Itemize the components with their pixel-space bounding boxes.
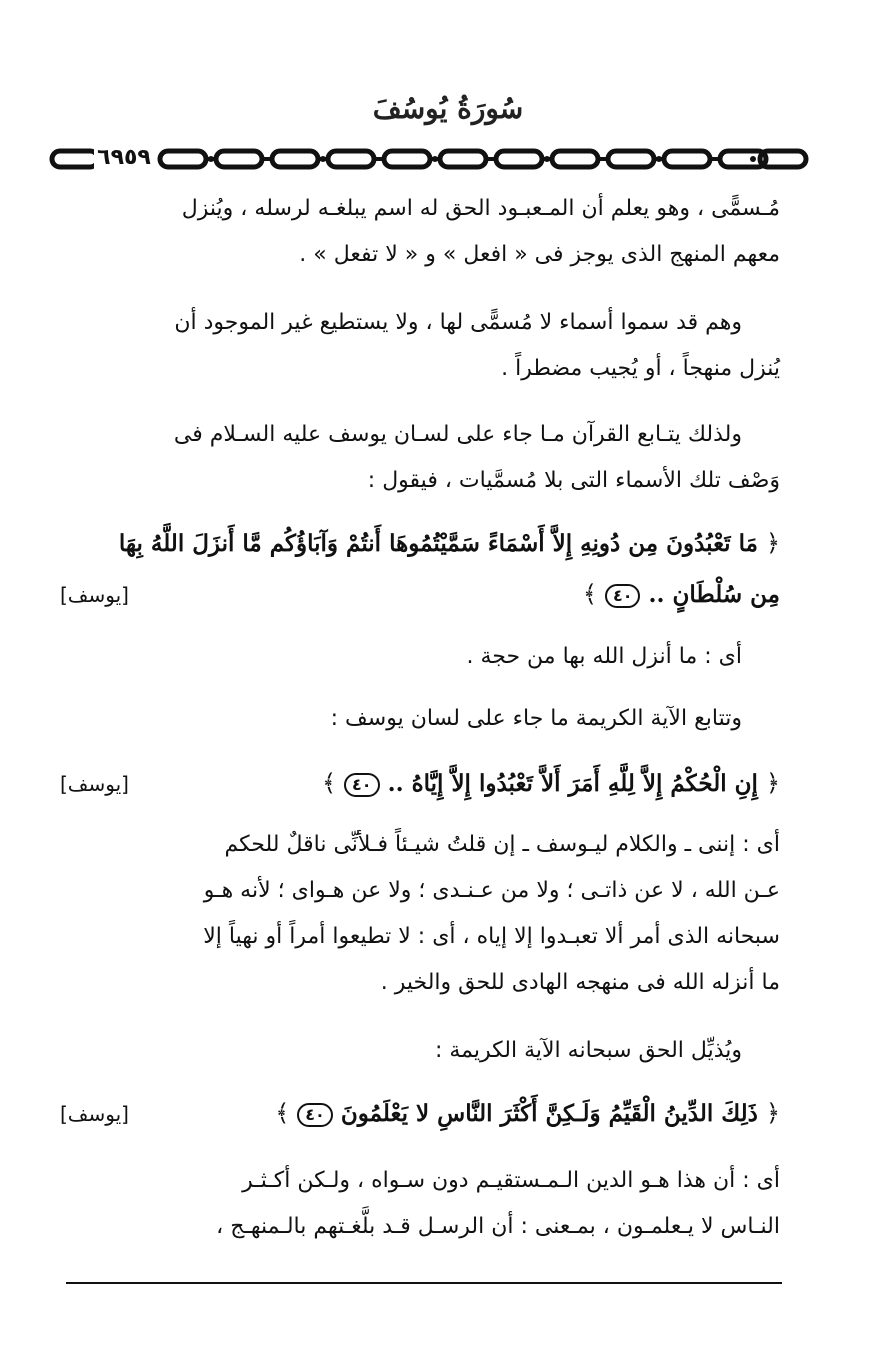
quran-verse-3 [60, 1088, 780, 1139]
paragraph-5 [60, 696, 780, 742]
verse-reference: [يوسف] [60, 582, 129, 607]
ornate-bracket-open-icon: ﴿ [765, 769, 780, 797]
quran-verse-1 [60, 518, 780, 620]
ayah-number: ٤٠ [297, 1103, 333, 1127]
text-line: مُـسمًّى ، وهو يعلم أن المـعبـود الحق له اسم يبلغـه لرسله ، ويُنزل [181, 196, 780, 221]
text-line: ويُذيِّل الحق سبحانه الآية الكريمة : [434, 1038, 742, 1063]
footer-divider [66, 1282, 782, 1284]
paragraph-3 [60, 412, 780, 504]
ayah-number: ٤٠ [605, 584, 641, 608]
paragraph-2 [60, 300, 780, 392]
verse-text: إِنِ الْحُكْمُ إِلاَّ لِلَّهِ أَمَرَ أَلاَّ تَعْبُدُوا إِلاَّ إِيَّاهُ .. [387, 770, 758, 797]
verse-text: مَا تَعْبُدُونَ مِن دُونِهِ إِلاَّ أَسْمَاءً سَمَّيْتُمُوهَا أَنتُمْ وَآبَاؤُكُم مَّا أَنزَلَ اللَّهُ بِهَا [118, 530, 758, 557]
text-line: النـاس لا يـعلمـون ، بمـعنى : أن الرسـل قـد بلَّغـتهم بالـمنهـج ، [216, 1214, 780, 1239]
verse-text: مِن سُلْطَانٍ .. [648, 581, 780, 608]
ayah-number: ٤٠ [344, 773, 380, 797]
chain-ornament-icon [48, 142, 810, 176]
page-number: ٦٩٥٩ [94, 141, 154, 175]
text-line: يُنزل منهجاً ، أو يُجيب مضطراً . [501, 356, 780, 381]
quran-verse-2 [60, 758, 780, 809]
text-line: أى : ما أنزل الله بها من حجة . [466, 644, 742, 669]
paragraph-8 [60, 1158, 780, 1250]
surah-title: سُورَةُ يُوسُفَ [372, 92, 524, 125]
paragraph-6 [60, 822, 780, 1006]
verse-text: ذَلِكَ الدِّينُ الْقَيِّمُ وَلَـكِنَّ أَكْثَرَ النَّاسِ لا يَعْلَمُونَ [340, 1100, 758, 1127]
paragraph-7 [60, 1028, 780, 1074]
text-line: معهم المنهج الذى يوجز فى « افعل » و « لا تفعل » . [299, 242, 780, 267]
text-line: عـن الله ، لا عن ذاتـى ؛ ولا من عـنـدى ؛ ولا عن هـواى ؛ لأنه هـو [203, 878, 780, 903]
ornate-bracket-close-icon: ﴾ [321, 769, 336, 797]
text-line: وَصْف تلك الأسماء التى بلا مُسمَّيات ، فيقول : [367, 468, 780, 493]
decorative-header-border [48, 142, 810, 176]
ornate-bracket-open-icon: ﴿ [765, 1099, 780, 1127]
text-line: ولذلك يتـابع القرآن مـا جاء على لسـان يوسف عليه السـلام فى [173, 422, 742, 447]
text-line: سبحانه الذى أمر ألا تعبـدوا إلا إياه ، أى : لا تطيعوا أمراً أو نهياً إلا [203, 924, 780, 949]
text-line: وتتابع الآية الكريمة ما جاء على لسان يوسف : [330, 706, 742, 731]
text-line: وهم قد سموا أسماء لا مُسمًّى لها ، ولا يستطيع غير الموجود أن [174, 310, 742, 335]
verse-reference: [يوسف] [60, 771, 129, 796]
paragraph-4 [60, 634, 780, 680]
text-line: أى : أن هذا هـو الدين الـمـستقيـم دون سـواه ، ولـكن أكـثـر [242, 1168, 780, 1193]
ornate-bracket-open-icon: ﴿ [765, 529, 780, 557]
text-line: أى : إننى ـ والكلام ليـوسف ـ إن قلتُ شيـئاً فـلأنِّى ناقلٌ للحكم [224, 832, 780, 857]
verse-reference: [يوسف] [60, 1101, 129, 1126]
ornate-bracket-close-icon: ﴾ [275, 1099, 290, 1127]
ornate-bracket-close-icon: ﴾ [582, 580, 597, 608]
text-line: ما أنزله الله فى منهجه الهادى للحق والخير . [380, 970, 780, 995]
paragraph-1 [60, 186, 780, 278]
